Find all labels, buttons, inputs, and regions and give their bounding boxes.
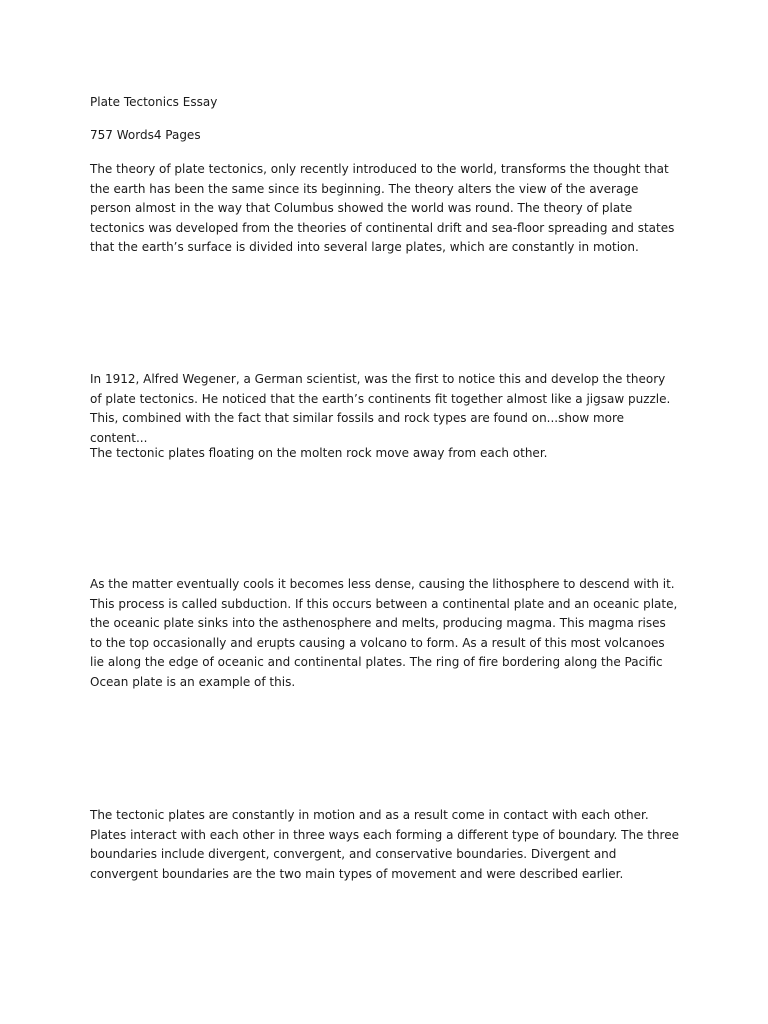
paragraph-2: In 1912, Alfred Wegener, a German scientist, was the first to notice this and develop the theory of plate tectonics. He noticed that the earth’s continents fit together almost like a jigsaw puzzle. This, combined with the fact that similar fossils and rock types are found on...show more content... [90, 372, 671, 445]
paragraph-3: The tectonic plates floating on the molten rock move away from each other. [90, 446, 548, 460]
paragraph-5: The tectonic plates are constantly in motion and as a result come in contact with each other. Plates interact with each other in three ways each forming a different type of boundary. The three boundaries include divergent, convergent, and conservative boundaries. Divergent and convergent boundaries are the two main types of movement and were described earlier. [90, 808, 679, 881]
essay-word-count: 757 Words4 Pages [90, 128, 201, 142]
essay-title: Plate Tectonics Essay [90, 95, 218, 109]
paragraph-1: The theory of plate tectonics, only recently introduced to the world, transforms the thought that the earth has been the same since its beginning. The theory alters the view of the average person almost in the way that Columbus showed the world was round. The theory of plate tectonics was developed from the theories of continental drift and sea-floor spreading and states that the earth’s surface is divided into several large plates, which are constantly in motion. [90, 162, 675, 255]
paragraph-4: As the matter eventually cools it becomes less dense, causing the lithosphere to descend with it. This process is called subduction. If this occurs between a continental plate and an oceanic plate, the oceanic plate sinks into the asthenosphere and melts, producing magma. This magma rises to the top occasionally and erupts causing a volcano to form. As a result of this most volcanoes lie along the edge of oceanic and continental plates. The ring of fire bordering along the Pacific Ocean plate is an example of this. [90, 577, 678, 689]
